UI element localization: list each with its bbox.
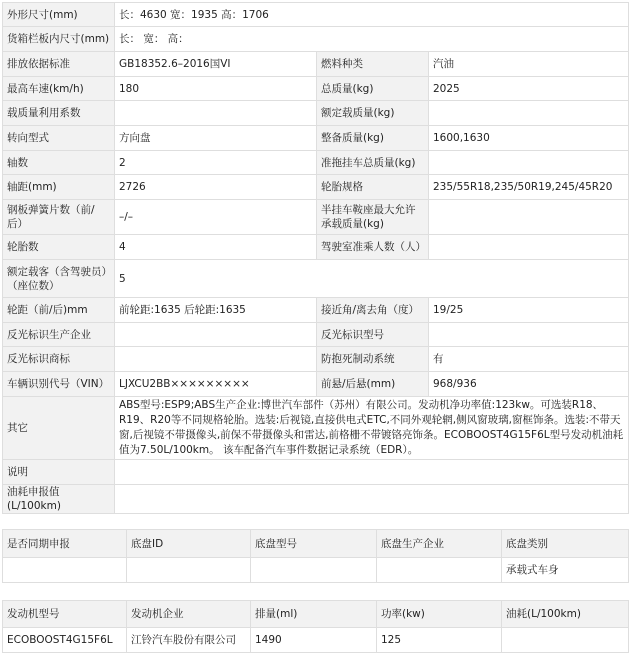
emission-standard-label: 排放依据标准 — [3, 52, 115, 77]
cargo-box-value: 长： 宽： 高： — [115, 27, 629, 52]
emission-standard-value: GB18352.6–2016国VI — [115, 52, 317, 77]
engine-cell: 125 — [377, 628, 502, 653]
steering-label: 转向型式 — [3, 126, 115, 151]
total-mass-label: 总质量(kg) — [317, 77, 429, 101]
cargo-box-label: 货箱栏板内尺寸(mm) — [3, 27, 115, 52]
leaf-springs-label: 钢板弹簧片数（前/后） — [3, 200, 115, 235]
wheelbase-label: 轴距(mm) — [3, 175, 115, 200]
rated-load-label: 额定载质量(kg) — [317, 101, 429, 126]
fuel-report-label: 油耗申报值(L/100km) — [3, 485, 115, 514]
seats-label: 额定载客（含驾驶员）（座位数） — [3, 260, 115, 298]
engine-header: 发动机型号 — [3, 601, 127, 628]
chassis-cell — [127, 558, 251, 583]
engine-header: 油耗(L/100km) — [502, 601, 629, 628]
engine-cell: ECOBOOST4G15F6L — [3, 628, 127, 653]
reflector-brand-value — [115, 347, 317, 372]
load-utilization-label: 载质量利用系数 — [3, 101, 115, 126]
max-speed-label: 最高车速(km/h) — [3, 77, 115, 101]
track-label: 轮距（前/后)mm — [3, 298, 115, 323]
reflector-model-label: 反光标识型号 — [317, 323, 429, 347]
tire-spec-label: 轮胎规格 — [317, 175, 429, 200]
cab-passengers-value — [429, 235, 629, 260]
chassis-header: 底盘生产企业 — [377, 530, 502, 558]
trailer-mass-label: 准拖挂车总质量(kg) — [317, 151, 429, 175]
other-label: 其它 — [3, 397, 115, 460]
abs-value: 有 — [429, 347, 629, 372]
trailer-mass-value — [429, 151, 629, 175]
reflector-model-value — [429, 323, 629, 347]
chassis-header: 底盘类别 — [502, 530, 629, 558]
curb-weight-value: 1600,1630 — [429, 126, 629, 151]
approach-angle-label: 接近角/离去角（度） — [317, 298, 429, 323]
total-mass-value: 2025 — [429, 77, 629, 101]
axles-value: 2 — [115, 151, 317, 175]
reflector-maker-label: 反光标识生产企业 — [3, 323, 115, 347]
vin-label: 车辆识别代号（VIN） — [3, 372, 115, 397]
chassis-header: 是否同期申报 — [3, 530, 127, 558]
leaf-springs-value: –/– — [115, 200, 317, 235]
other-value: ABS型号:ESP9;ABS生产企业:博世汽车部件（苏州）有限公司。发动机净功率值:123kw。可选装R18、R19、R20等不同规格轮胎。选装:后视镜,直接供电式ETC,不同外观轮辋,侧风窗玻璃,窗框饰条。选装:不带天窗,后视镜不带摄像头,前保不带摄像头和雷达,前格栅不带镀铬亮饰条。ECOBOOST4G15F6L型号发动机油耗值为7.50L/100km。 该车配备汽车事件数据记录系统（EDR）。 — [115, 397, 629, 460]
load-utilization-value — [115, 101, 317, 126]
saddle-load-label: 半挂车鞍座最大允许承载质量(kg) — [317, 200, 429, 235]
overhang-value: 968/936 — [429, 372, 629, 397]
wheelbase-value: 2726 — [115, 175, 317, 200]
axles-label: 轴数 — [3, 151, 115, 175]
engine-header: 功率(kw) — [377, 601, 502, 628]
fuel-type-label: 燃料种类 — [317, 52, 429, 77]
engine-cell: 1490 — [251, 628, 377, 653]
approach-angle-value: 19/25 — [429, 298, 629, 323]
vehicle-spec-table — [2, 2, 629, 514]
engine-header: 发动机企业 — [127, 601, 251, 628]
reflector-brand-label: 反光标识商标 — [3, 347, 115, 372]
dimensions-label: 外形尺寸(mm) — [3, 3, 115, 27]
chassis-header: 底盘型号 — [251, 530, 377, 558]
overhang-label: 前悬/后悬(mm) — [317, 372, 429, 397]
engine-cell: 江铃汽车股份有限公司 — [127, 628, 251, 653]
steering-value: 方向盘 — [115, 126, 317, 151]
fuel-report-value — [115, 485, 629, 514]
curb-weight-label: 整备质量(kg) — [317, 126, 429, 151]
track-value: 前轮距:1635 后轮距:1635 — [115, 298, 317, 323]
dimensions-value: 长：4630 宽：1935 高：1706 — [115, 3, 629, 27]
rated-load-value — [429, 101, 629, 126]
notes-value — [115, 460, 629, 485]
vin-value: LJXCU2BB××××××××× — [115, 372, 317, 397]
engine-cell — [502, 628, 629, 653]
abs-label: 防抱死制动系统 — [317, 347, 429, 372]
seats-value: 5 — [115, 260, 629, 298]
chassis-header: 底盘ID — [127, 530, 251, 558]
tire-count-value: 4 — [115, 235, 317, 260]
engine-table — [2, 600, 629, 653]
chassis-table — [2, 529, 629, 583]
cab-passengers-label: 驾驶室准乘人数（人） — [317, 235, 429, 260]
reflector-maker-value — [115, 323, 317, 347]
chassis-cell — [251, 558, 377, 583]
notes-label: 说明 — [3, 460, 115, 485]
chassis-cell: 承载式车身 — [502, 558, 629, 583]
chassis-cell — [377, 558, 502, 583]
fuel-type-value: 汽油 — [429, 52, 629, 77]
tire-count-label: 轮胎数 — [3, 235, 115, 260]
chassis-cell — [3, 558, 127, 583]
tire-spec-value: 235/55R18,235/50R19,245/45R20 — [429, 175, 629, 200]
max-speed-value: 180 — [115, 77, 317, 101]
saddle-load-value — [429, 200, 629, 235]
engine-header: 排量(ml) — [251, 601, 377, 628]
